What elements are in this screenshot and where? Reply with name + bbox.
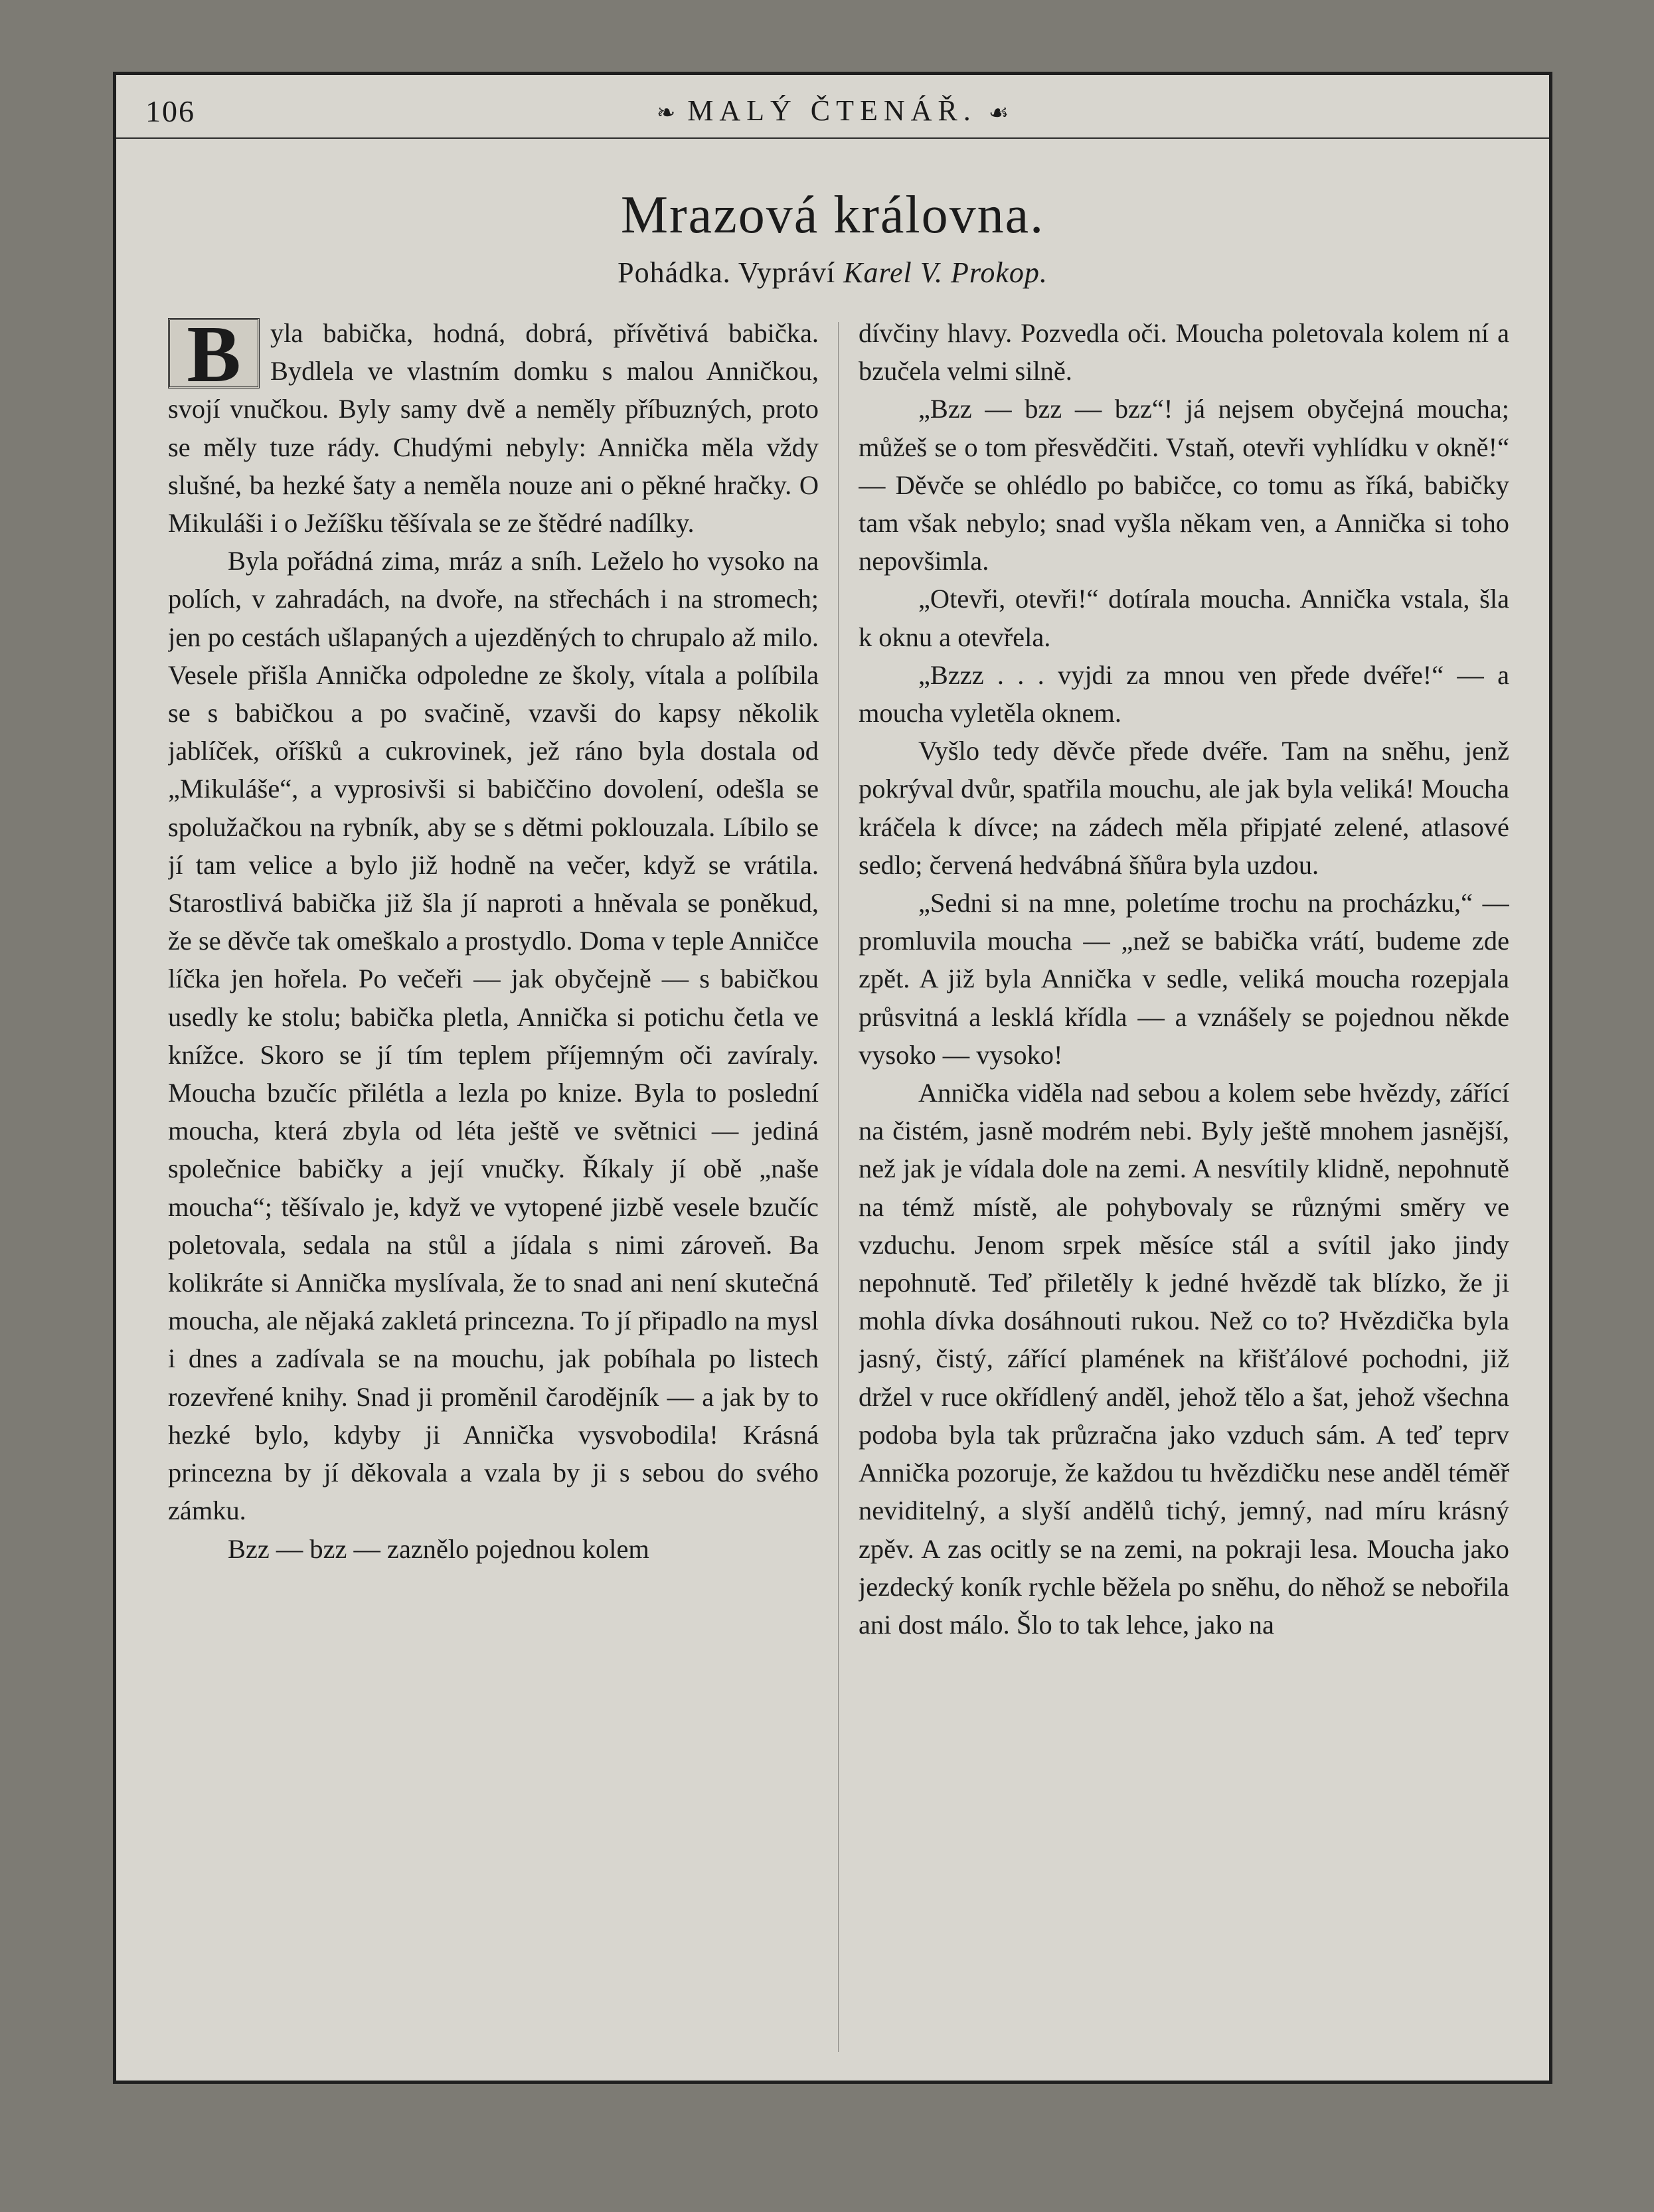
ornament-right-icon: ☙ bbox=[988, 101, 1009, 126]
running-title: MALÝ ČTENÁŘ. bbox=[687, 94, 977, 127]
paragraph: Vyšlo tedy děvče přede dvéře. Tam na sněhu, jenž pokrýval dvůr, spatřila mouchu, ale jak byla veliká! Moucha kráčela k dívce; na zádech měla připjaté zelené, atlasové sedlo; červená hedvábná šňůra byla uzdou. bbox=[859, 736, 1509, 880]
right-column bbox=[859, 314, 1509, 2067]
drop-cap: B bbox=[168, 318, 260, 388]
left-column bbox=[168, 314, 819, 2067]
article-title: Mrazová královna. bbox=[620, 186, 1045, 244]
paragraph: dívčiny hlavy. Pozvedla oči. Moucha poletovala kolem ní a bzučela velmi silně. bbox=[859, 318, 1509, 386]
paragraph: „Bzz — bzz — bzz“! já nejsem obyčejná moucha; můžeš se o tom přesvědčiti. Vstaň, otevři vyhlídku v okně!“ — Děvče se ohlédlo po babičce, co tomu as říká, babičky tam však nebylo; snad vyšla někam ven, a Annička si toho nepovšimla. bbox=[859, 394, 1509, 576]
book-page bbox=[113, 72, 1552, 2084]
article-subtitle bbox=[116, 256, 1549, 290]
subtitle-author: Karel V. Prokop. bbox=[843, 256, 1048, 289]
paragraph bbox=[168, 314, 819, 542]
running-head bbox=[116, 94, 1549, 128]
paragraph: Bzz — bzz — zaznělo pojednou kolem bbox=[228, 1533, 649, 1564]
paragraph-text: yla babička, hodná, dobrá, přívětivá babička. Bydlela ve vlastním domku s malou Anničkou, svojí vnučkou. Byly samy dvě a neměly příbuzných, proto se měly tuze rády. Chudými nebyly: Annička měla vždy slušné, ba hezké šaty a neměla nouze ani o pěkné hračky. O Mikuláši i o Ježíšku těšívala se ze štědré nadílky. bbox=[168, 318, 819, 539]
paragraph: „Sedni si na mne, poletíme trochu na procházku,“ — promluvila moucha — „než se babička vrátí, budeme zde zpět. A již byla Annička v sedle, veliká moucha rozepjala průsvitná a lesklá křídla — a vznášely se pojednou někde vysoko — vysoko! bbox=[859, 888, 1509, 1070]
page-header bbox=[116, 84, 1549, 139]
paragraph: „Bzzz . . . vyjdi za mnou ven přede dvéře!“ — a moucha vyletěla oknem. bbox=[859, 659, 1509, 728]
subtitle-genre: Pohádka. bbox=[618, 256, 731, 289]
page-number: 106 bbox=[145, 94, 195, 128]
ornament-left-icon: ❧ bbox=[656, 101, 676, 126]
paragraph: Byla pořádná zima, mráz a sníh. Leželo ho vysoko na polích, v zahradách, na dvoře, na střechách i na stromech; jen po cestách ušlapaných a ujezděných to chrupalo až milo. Vesele přišla Annička odpoledne ze školy, vítala a políbila se s babičkou a po svačině, vzavši do kapsy několik jablíček, oříšků a cukrovinek, jež ráno byla dostala od „Mikuláše“, a vyprosivši si babiččino dovolení, odešla se spolužačkou na rybník, aby se s dětmi poklouzala. Líbilo se jí tam velice a bylo již hodně na večer, když se vrátila. Starostlivá babička již šla jí naproti a hněvala se poněkud, že se děvče tak omeškalo a prostydlo. Doma v teple Anničce líčka jen hořela. Po večeři — jak obyčejně — s babičkou usedly ke stolu; babička pletla, Annička si potichu četla ve knížce. Skoro se jí tím teplem příjemným oči zavíraly. Moucha bzučíc přilétla a lezla po knize. Byla to poslední moucha, která zbyla od léta ještě ve světnici — jediná společnice babičky a její vnučky. Říkaly jí obě „naše moucha“; těšívalo je, když ve vytopené jizbě vesele bzučíc poletovala, sedala na stůl a jídala s nimi zároveň. Ba kolikráte si Annička myslívala, že to snad ani není skutečná moucha, ale nějaká zakletá princezna. To jí připadlo na mysl i dnes a zadívala se na mouchu, jak pobíhala po listech rozevřené knihy. Snad ji proměnil čarodějník — a jak by to hezké bylo, kdyby ji Annička vysvobodila! Krásná princezna by jí děkovala a vzala by ji s sebou do svého zámku. bbox=[168, 546, 819, 1526]
paragraph: Annička viděla nad sebou a kolem sebe hvězdy, zářící na čistém, jasně modrém nebi. Byly ještě mnohem jasnější, než jak je vídala dole na zemi. A nesvítily klidně, nepohnutě na témž místě, ale pohybovaly se různými směry ve vzduchu. Jenom srpek měsíce stál a svítil jako jindy nepohnutě. Teď přiletěly k jedné hvězdě tak blízko, že ji mohla dívka dosáhnouti rukou. Než co to? Hvězdička byla jasný, čistý, zářící plamének na křišťálové pochodni, již držel v ruce okřídlený anděl, jehož tělo a šat, jehož všechna podoba byla tak průzračna jako vzduch sám. A teď teprv Annička pozoruje, že každou tu hvězdičku nese anděl téměř neviditelný, a slyší andělů tichý, jemný, nad míru krásný zpěv. A zas ocitly se na zemi, na pokraji lesa. Moucha jako jezdecký koník rychle běžela po sněhu, do něhož se nebořila ani dost málo. Šlo to tak lehce, jako na bbox=[859, 1078, 1509, 1640]
column-divider bbox=[838, 322, 839, 2052]
subtitle-told-by: Vypráví bbox=[738, 256, 836, 289]
paragraph: „Otevři, otevři!“ dotírala moucha. Annička vstala, šla k oknu a otevřela. bbox=[859, 584, 1509, 652]
